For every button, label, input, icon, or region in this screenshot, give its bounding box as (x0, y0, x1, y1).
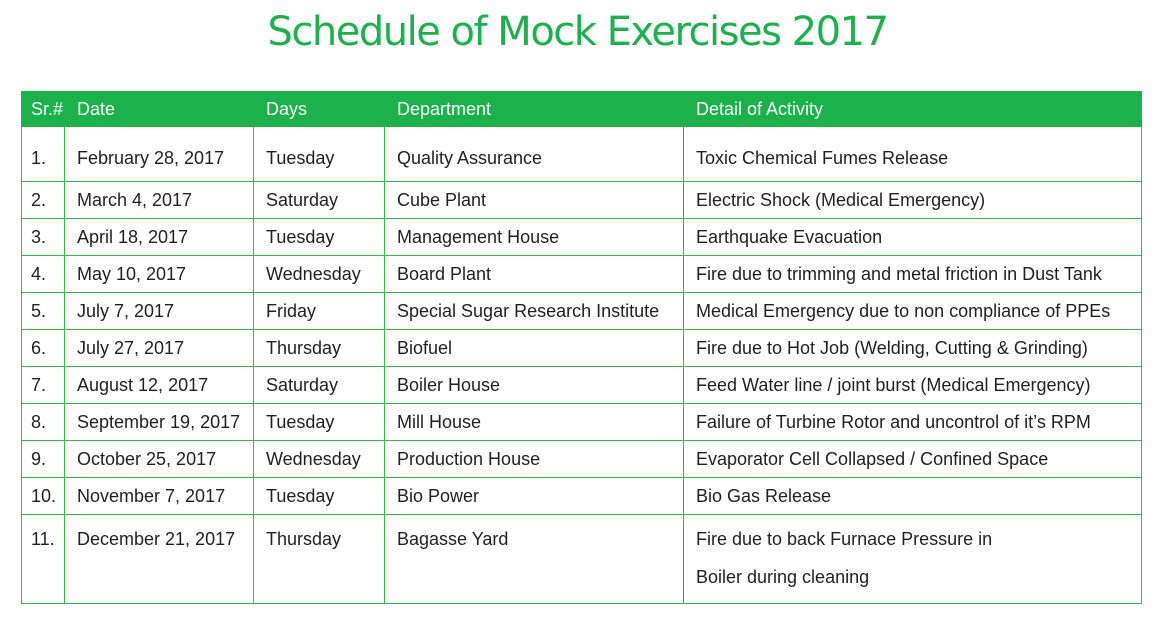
cell-day: Tuesday (254, 404, 385, 441)
table-body (22, 127, 1142, 604)
cell-activity: Toxic Chemical Fumes Release (684, 127, 1142, 182)
table-header (22, 92, 1142, 127)
column-header-date: Date (65, 92, 254, 127)
table-row (22, 127, 1142, 182)
table-row (22, 293, 1142, 330)
cell-date: December 21, 2017 (65, 515, 254, 604)
cell-department: Boiler House (385, 367, 684, 404)
cell-sr: 8. (22, 404, 65, 441)
table-row (22, 330, 1142, 367)
cell-sr: 5. (22, 293, 65, 330)
cell-date: April 18, 2017 (65, 219, 254, 256)
page-title: Schedule of Mock Exercises 2017 (267, 9, 888, 55)
table-row (22, 182, 1142, 219)
cell-activity: Earthquake Evacuation (684, 219, 1142, 256)
table-row (22, 404, 1142, 441)
cell-date: July 7, 2017 (65, 293, 254, 330)
cell-day: Thursday (254, 515, 385, 604)
cell-activity: Medical Emergency due to non compliance of PPEs (684, 293, 1142, 330)
cell-activity: Feed Water line / joint burst (Medical Emergency) (684, 367, 1142, 404)
cell-date: May 10, 2017 (65, 256, 254, 293)
cell-day: Saturday (254, 182, 385, 219)
cell-sr: 6. (22, 330, 65, 367)
column-header-department: Department (385, 92, 684, 127)
cell-department: Mill House (385, 404, 684, 441)
cell-department: Quality Assurance (385, 127, 684, 182)
cell-activity: Bio Gas Release (684, 478, 1142, 515)
cell-day: Saturday (254, 367, 385, 404)
cell-day: Tuesday (254, 127, 385, 182)
cell-sr: 7. (22, 367, 65, 404)
column-header-activity: Detail of Activity (684, 92, 1142, 127)
cell-sr: 10. (22, 478, 65, 515)
table-row (22, 441, 1142, 478)
cell-activity: Electric Shock (Medical Emergency) (684, 182, 1142, 219)
cell-activity: Fire due to trimming and metal friction in Dust Tank (684, 256, 1142, 293)
table-row (22, 367, 1142, 404)
cell-activity: Fire due to Hot Job (Welding, Cutting & Grinding) (684, 330, 1142, 367)
cell-department: Special Sugar Research Institute (385, 293, 684, 330)
cell-day: Tuesday (254, 219, 385, 256)
table-row (22, 256, 1142, 293)
column-header-days: Days (254, 92, 385, 127)
activity-line-1: Fire due to back Furnace Pressure in (696, 529, 993, 549)
cell-day: Wednesday (254, 441, 385, 478)
cell-department: Cube Plant (385, 182, 684, 219)
cell-department: Biofuel (385, 330, 684, 367)
cell-department: Board Plant (385, 256, 684, 293)
cell-activity: Failure of Turbine Rotor and uncontrol of it’s RPM (684, 404, 1142, 441)
cell-sr: 2. (22, 182, 65, 219)
table-row (22, 219, 1142, 256)
schedule-table (21, 91, 1142, 604)
table-row (22, 515, 1142, 604)
cell-activity (684, 515, 1142, 604)
cell-sr: 4. (22, 256, 65, 293)
column-header-sr: Sr.# (22, 92, 65, 127)
cell-day: Wednesday (254, 256, 385, 293)
cell-sr: 11. (22, 515, 65, 604)
cell-activity: Evaporator Cell Collapsed / Confined Space (684, 441, 1142, 478)
activity-line-2: Boiler during cleaning (696, 567, 870, 587)
cell-date: August 12, 2017 (65, 367, 254, 404)
cell-date: November 7, 2017 (65, 478, 254, 515)
table-row (22, 478, 1142, 515)
cell-date: February 28, 2017 (65, 127, 254, 182)
header-row (22, 92, 1142, 127)
cell-day: Friday (254, 293, 385, 330)
cell-date: October 25, 2017 (65, 441, 254, 478)
cell-department: Bagasse Yard (385, 515, 684, 604)
cell-date: July 27, 2017 (65, 330, 254, 367)
cell-date: September 19, 2017 (65, 404, 254, 441)
cell-department: Production House (385, 441, 684, 478)
cell-department: Management House (385, 219, 684, 256)
cell-department: Bio Power (385, 478, 684, 515)
cell-sr: 9. (22, 441, 65, 478)
cell-date: March 4, 2017 (65, 182, 254, 219)
cell-sr: 1. (22, 127, 65, 182)
cell-day: Thursday (254, 330, 385, 367)
cell-day: Tuesday (254, 478, 385, 515)
cell-sr: 3. (22, 219, 65, 256)
